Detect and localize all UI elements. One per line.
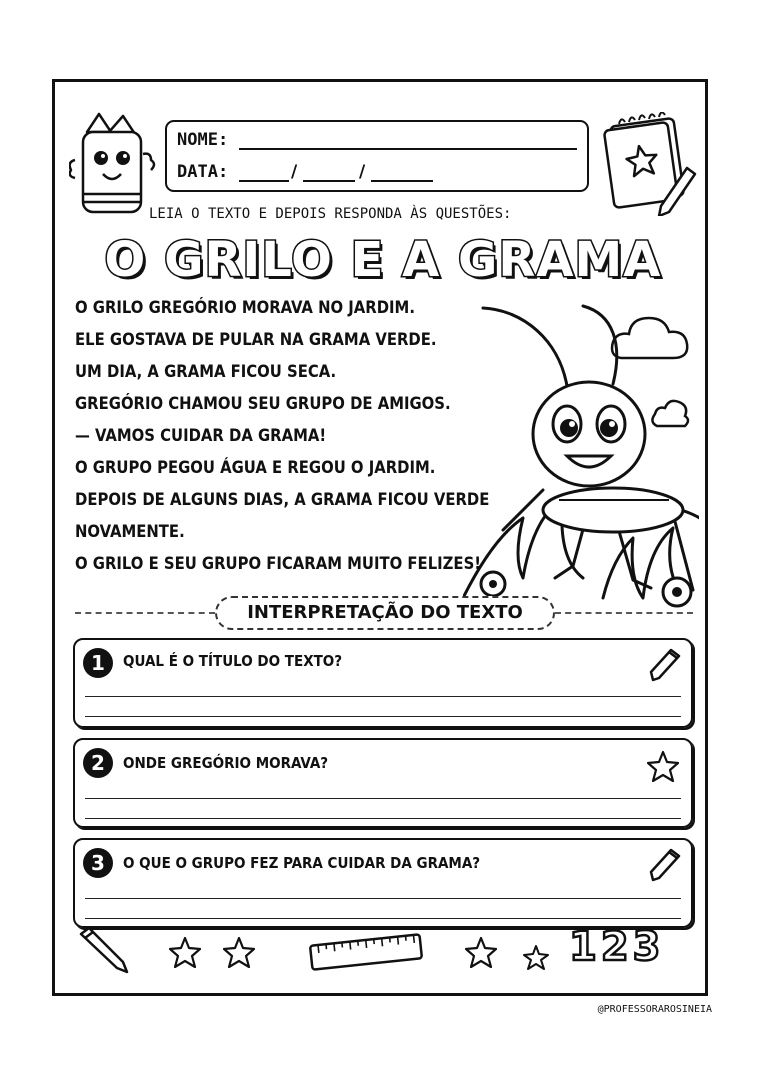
story-title: O GRILO E A GRAMA (104, 232, 662, 288)
date-separator: / (359, 162, 366, 182)
star-icon (223, 936, 255, 968)
author-credit: @PROFESSORAROSINEIA (597, 1004, 712, 1015)
notebook-icon (601, 112, 697, 216)
story-line: GREGÓRIO CHAMOU SEU GRUPO DE AMIGOS. (75, 394, 451, 413)
story-line: O GRILO GREGÓRIO MORAVA NO JARDIM. (75, 298, 415, 317)
answer-line[interactable] (85, 918, 681, 919)
answer-line[interactable] (85, 898, 681, 899)
question-box (73, 738, 693, 828)
story-line: O GRILO E SEU GRUPO FICARAM MUITO FELIZES! (75, 554, 482, 573)
answer-line[interactable] (85, 818, 681, 819)
question-box (73, 838, 693, 928)
star-icon (465, 936, 497, 968)
name-label: NOME: (177, 130, 229, 150)
answer-line[interactable] (85, 716, 681, 717)
name-line[interactable] (239, 148, 577, 150)
section-title: INTERPRETAÇÃO DO TEXTO (215, 596, 555, 630)
answer-line[interactable] (85, 798, 681, 799)
cricket-illustration (463, 300, 699, 610)
date-separator: / (291, 162, 298, 182)
instruction-text: LEIA O TEXTO E DEPOIS RESPONDA ÀS QUESTÕES: (149, 206, 512, 222)
name-row (177, 130, 228, 150)
story-line: UM DIA, A GRAMA FICOU SECA. (75, 362, 337, 381)
date-year-line[interactable] (371, 180, 433, 182)
story-line: ELE GOSTAVA DE PULAR NA GRAMA VERDE. (75, 330, 437, 349)
ruler-icon (307, 930, 425, 974)
date-row (177, 162, 228, 182)
date-day-line[interactable] (239, 180, 289, 182)
story-line: O GRUPO PEGOU ÁGUA E REGOU O JARDIM. (75, 458, 436, 477)
numbers-decoration: 123 (569, 924, 665, 970)
question-box (73, 638, 693, 728)
story-line: — VAMOS CUIDAR DA GRAMA! (75, 426, 327, 445)
star-icon (647, 750, 679, 782)
question-text: O QUE O GRUPO FEZ PARA CUIDAR DA GRAMA? (123, 854, 481, 872)
crayon-mascot-icon (69, 112, 159, 220)
date-label: DATA: (177, 162, 229, 182)
answer-line[interactable] (85, 696, 681, 697)
story-line: DEPOIS DE ALGUNS DIAS, A GRAMA FICOU VERDE (75, 490, 490, 509)
story-line: NOVAMENTE. (75, 522, 185, 541)
star-icon (169, 936, 201, 968)
question-number: 3 (83, 848, 113, 878)
pencil-icon (647, 846, 681, 884)
pencil-icon (77, 928, 131, 974)
pencil-icon (647, 646, 681, 684)
star-icon (523, 944, 549, 970)
question-text: ONDE GREGÓRIO MORAVA? (123, 754, 329, 772)
question-text: QUAL É O TÍTULO DO TEXTO? (123, 652, 343, 670)
worksheet (52, 79, 708, 996)
question-number: 1 (83, 648, 113, 678)
section-divider (75, 612, 215, 614)
name-date-box (165, 120, 589, 192)
date-month-line[interactable] (303, 180, 355, 182)
section-divider (555, 612, 693, 614)
question-number: 2 (83, 748, 113, 778)
